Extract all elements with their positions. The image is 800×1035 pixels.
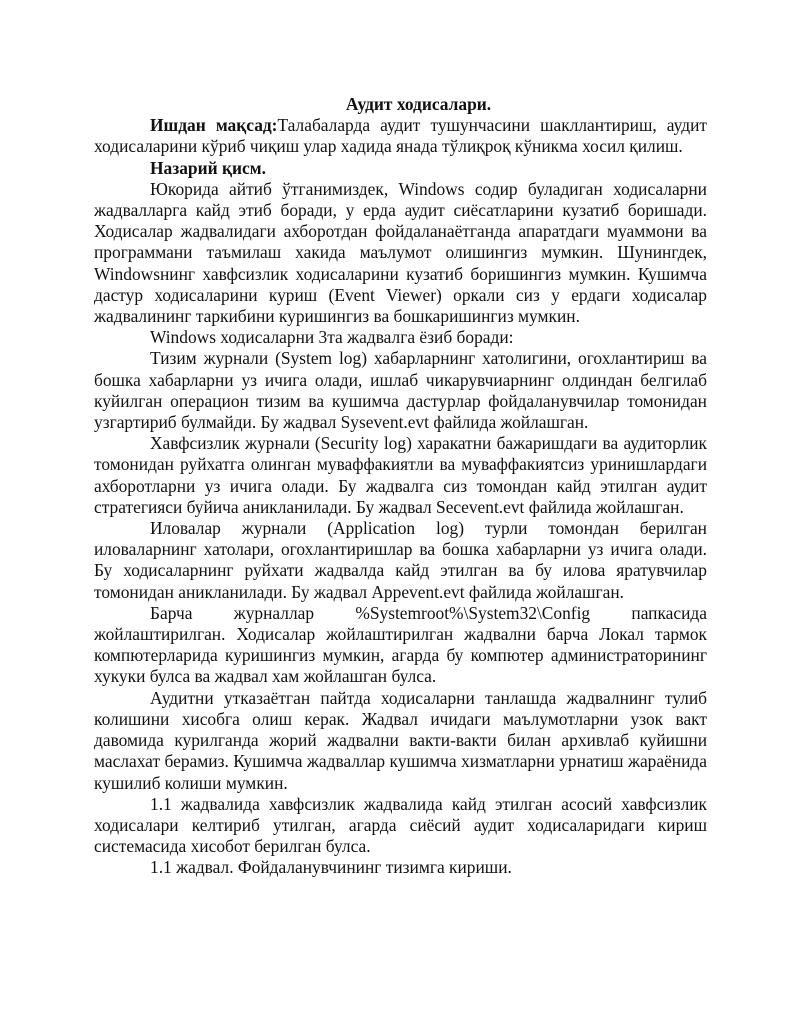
theory-heading: Назарий қисм. bbox=[150, 157, 266, 178]
paragraph-three-logs: Windows ходисаларни 3та жадвалга ёзиб боради: bbox=[150, 327, 514, 348]
paragraph-system-log: Тизим журнали (System log) хабарларнинг хатолигини, огохлантириш ва бошка хабарларни уз ичига олади, ишлаб чикарувчиарнинг олдиндан белгилаб куйилган операцион тизим ва кушимча дастурлар фойдаланувчилар томонидан узгартириб булмайди. Бу жадвал Sysevent.evt файлида жойлашган. bbox=[94, 348, 707, 433]
purpose-text: Талабаларда аудит тушунчасини шакллантириш, аудит ходисаларини кўриб чиқиш улар хадида янада тўлиқроқ кўникма хосил қилиш. bbox=[94, 115, 708, 157]
paragraph-table-reference: 1.1 жадвалида хавфсизлик жадвалида кайд этилган асосий хавфсизлик ходисалари келтириб утилган, агарда сиёсий аудит ходисаларидаги кириш системасида хисобот берилган булса. bbox=[94, 793, 707, 857]
paragraph-intro: Юкорида айтиб ўтганимиздек, Windows содир буладиган ходисаларни жадвалларга кайд этиб боради, у ерда аудит сиёсатларини кузатиб боришади. Ходисалар жадвалидаги ахборотдан фойдаланаётганда апаратдаги муаммони ва программани таъмилаш хакида маълумот олишингиз мумкин. Шунингдек, Windowsнинг хавфсизлик ходисаларини кузатиб боришингиз мумкин. Кушимча дастур ходисаларини куриш (Event Viewer) оркали сиз у ердаги ходисалар жадвалининг таркибини куришингиз ва бошкаришингиз мумкин. bbox=[94, 178, 707, 327]
table-caption: 1.1 жадвал. Фойдаланувчининг тизимга кириши. bbox=[150, 857, 512, 878]
purpose-paragraph bbox=[94, 115, 707, 157]
paragraph-audit-advice: Аудитни утказаётган пайтда ходисаларни танлашда жадвалнинг тулиб колишини хисобга олиш керак. Жадвал ичидаги маълумотларни узок вакт давомида курилганда жорий жадвални вакти-вакти билан архивлаб куйишни маслахат берамиз. Кушимча жадваллар кушимча хизматларни урнатиш жараёнида кушилиб колиши мумкин. bbox=[94, 687, 707, 793]
document-title: Аудит ходисалари. bbox=[345, 94, 492, 114]
paragraph-logs-location: Барча журналлар %Systemroot%\System32\Config папкасида жойлаштирилган. Ходисалар жойлаштирилган жадвални барча Локал тармок компютерларида куришингиз мумкин, агарда бу компютер администраторининг хукуки булса ва жадвал хам жойлашган булса. bbox=[94, 602, 707, 687]
document-page bbox=[94, 94, 707, 879]
paragraph-application-log: Иловалар журнали (Application log) турли томондан берилган иловаларнинг хатолари, огохлантиришлар ва бошка хабарларни уз ичига олади. Бу ходисаларнинг руйхати жадвалда кайд этилган ва бу илова яратувчилар томонидан аникланилади. Бу жадвал Appevent.evt файлида жойлашган. bbox=[94, 518, 707, 602]
purpose-label: Ишдан мақсад: bbox=[150, 115, 278, 136]
paragraph-security-log: Хавфсизлик журнали (Security log) харакатни бажаришдаги ва аудиторлик томонидан руйхатга олинган муваффакиятли ва муваффакиятсиз уринишлардаги ахборотларни уз ичига олади. Бу жадвалга сиз томондан кайд этилган аудит стратегияси буйича аникланилади. Бу жадвал Secevent.evt файлида жойлашган. bbox=[94, 433, 707, 517]
